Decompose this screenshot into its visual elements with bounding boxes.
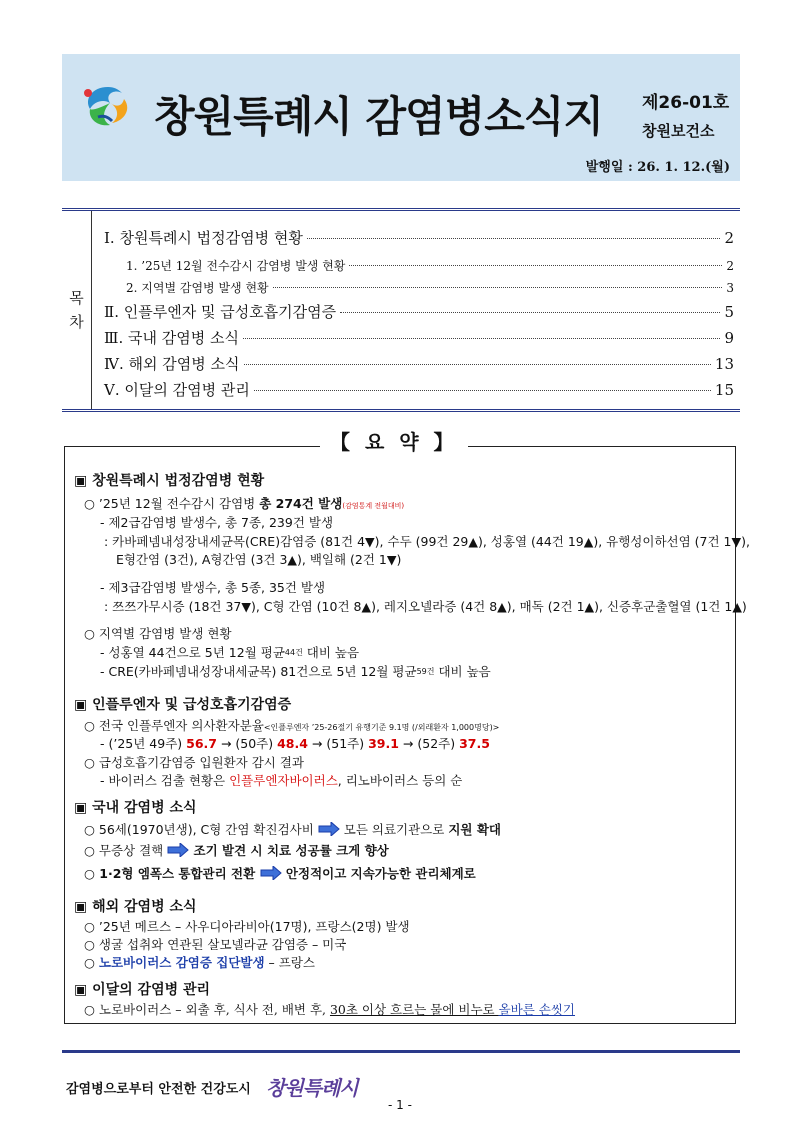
total-cases-text: 총 274건 발생 [259,496,343,511]
ili-week51-value: 39.1 [368,736,399,751]
text: ○ 56세(1970년생), C형 간염 확진검사비 [84,822,318,837]
text: → (51주) [307,736,369,751]
toc-item[interactable] [104,379,734,400]
text: - CRE(카바페넴내성장내세균목) 81건으로 5년 12월 평균 [100,664,417,679]
text: , 리노바이러스 등의 순 [337,773,463,788]
toc-leader-dots [243,338,720,339]
toc-item-page: 5 [724,303,734,321]
text: 대비 높음 [434,664,491,679]
toc-item-page: 2 [724,229,734,247]
toc-leader-dots [254,390,711,391]
summary-line [84,496,404,514]
changwon-city-logo-icon [78,81,138,129]
footer-rule [62,1050,740,1054]
summary-line: E형간염 (3건), A형간염 (3건 3▲), 백일해 (2건 1▼) [116,552,402,567]
toc-item-page: 2 [726,259,734,273]
toc-label [62,211,92,409]
toc-leader-dots [273,287,723,288]
emphasis-text: 안정적이고 지속가능한 관리체계로 [281,866,476,881]
underlined-text: 30초 [329,1002,358,1017]
toc-item-page: 15 [714,381,734,399]
summary-line: ○ ’25년 메르스 – 사우디아라비아(17명), 프랑스(2명) 발생 [84,919,410,934]
text: - (’25년 49주) [100,736,187,751]
section-heading-legal-diseases: ▣ 창원특례시 법정감염병 현황 [74,473,265,489]
toc-item[interactable] [104,279,734,296]
summary-line [100,645,359,661]
footer-slogan: 감염병으로부터 안전한 건강도시 [66,1082,251,1097]
summary-line [84,822,501,838]
toc-leader-dots [340,312,720,313]
toc-item[interactable] [104,327,734,348]
summary-line [84,1002,575,1018]
toc-item-label: 2. 지역별 감염병 발생 현황 [126,281,269,295]
highlight-text: 인플루엔자바이러스 [229,773,338,788]
toc-item-label: Ⅱ. 인플루엔자 및 급성호흡기감염증 [104,303,337,321]
summary-line: : 쯔쯔가무시증 (18건 37▼), C형 간염 (10건 8▲), 레지오넬라증 (4건 8▲), 매독 (2건 1▲), 신증후군출혈열 (1건 1▲) [104,599,747,614]
ili-week49-value: 56.7 [186,736,217,751]
publication-date: 발행일 : 26. 1. 12.(월) [585,160,730,175]
note-text: <인플루엔자 ’25-26절기 유행기준 9.1명 (/외래환자 1,000명당)> [263,723,500,732]
text: → (52주) [398,736,460,751]
right-arrow-icon [318,822,340,836]
publisher-office: 창원보건소 [642,122,715,140]
summary-line-ili-rates [100,736,490,752]
toc-item-label: 1. ’25년 12월 전수감시 감염병 발생 현황 [126,259,346,273]
city-brand-logo: 창원특례시 [266,1076,358,1100]
toc-item-page: 9 [724,329,734,347]
page-number: - 1 - [388,1098,412,1112]
section-heading-monthly: ▣ 이달의 감염병 관리 [74,982,211,998]
handwashing-text: 올바른 손씻기 [498,1002,576,1017]
section-heading-influenza: ▣ 인플루엔자 및 급성호흡기감염증 [74,697,292,713]
masthead [62,54,740,181]
right-arrow-icon [260,866,282,880]
toc-leader-dots [307,238,721,239]
ili-week52-value: 37.5 [459,736,490,751]
text: - 바이러스 검출 현황은 [100,773,230,788]
emphasis-text: 조기 발견 시 치료 성공률 크게 향상 [189,843,389,858]
emphasis-text: ○ 1·2형 엠폭스 통합관리 전환 [84,866,260,881]
superscript: 44건 [284,648,303,657]
section-heading-domestic: ▣ 국내 감염병 소식 [74,800,197,816]
text: → (50주) [216,736,278,751]
summary-title: 【 요 약 】 [320,426,468,455]
text: ○ 전국 인플루엔자 의사환자분율 [84,718,264,733]
toc-label-bottom: 차 [69,313,84,331]
text: - 성홍열 44건으로 5년 12월 평균 [100,645,285,660]
toc-leader-dots [244,364,711,365]
toc-item-page: 3 [726,281,734,295]
text: – 프랑스 [264,955,316,970]
text: 대비 높음 [302,645,360,660]
summary-line: ○ 지역별 감염병 발생 현황 [84,626,232,641]
summary-line [84,955,315,971]
toc-item[interactable] [104,301,734,322]
toc-leader-dots [349,265,722,266]
toc-item[interactable] [104,227,734,248]
text: 모든 의료기관으로 [339,822,449,837]
emphasis-text: 지원 확대 [448,822,501,837]
highlight-text: 노로바이러스 감염증 집단발생 [98,955,265,970]
toc-item-label: Ⅲ. 국내 감염병 소식 [104,329,239,347]
ili-week50-value: 48.4 [277,736,308,751]
summary-line [84,843,389,859]
toc-item-label: Ⅳ. 해외 감염병 소식 [104,355,240,373]
toc-item-page: 13 [714,355,734,373]
issue-number: 제26-01호 [642,93,730,113]
summary-line: ○ 급성호흡기감염증 입원환자 감시 결과 [84,755,305,770]
text: ○ 무증상 결핵 [84,843,168,858]
newsletter-title: 창원특례시 감염병소식지 [154,92,603,141]
toc-item[interactable] [104,257,734,274]
section-heading-overseas: ▣ 해외 감염병 소식 [74,899,197,915]
text: ○ ’25년 12월 전수감시 감염병 [84,496,260,511]
summary-line: - 제2급감염병 발생수, 총 7종, 239건 발생 [100,515,334,530]
underlined-text: 이상 흐르는 물에 비누로 [357,1002,499,1017]
superscript: 59건 [416,667,435,676]
summary-line [100,773,462,789]
note-text: (감염통계 전월대비) [342,502,405,510]
summary-line: - 제3급감염병 발생수, 총 5종, 35건 발생 [100,580,326,595]
toc-item-label: Ⅴ. 이달의 감염병 관리 [104,381,250,399]
toc-item[interactable] [104,353,734,374]
text: ○ 노로바이러스 – 외출 후, 식사 전, 배변 후, [84,1002,330,1017]
summary-line [100,664,491,680]
summary-line: : 카바페넴내성장내세균목(CRE)감염증 (81건 4▼), 수두 (99건 29▲), 성홍열 (44건 19▲), 유행성이하선염 (7건 1▼), [104,534,750,549]
toc-item-label: Ⅰ. 창원특례시 법정감염병 현황 [104,229,303,247]
summary-line [84,718,499,736]
text: ○ [84,955,99,970]
toc-label-top: 목 [69,289,84,307]
table-of-contents [62,208,740,412]
right-arrow-icon [167,843,189,857]
summary-line: ○ 생굴 섭취와 연관된 살모넬라균 감염증 – 미국 [84,937,347,952]
summary-line [84,866,476,882]
